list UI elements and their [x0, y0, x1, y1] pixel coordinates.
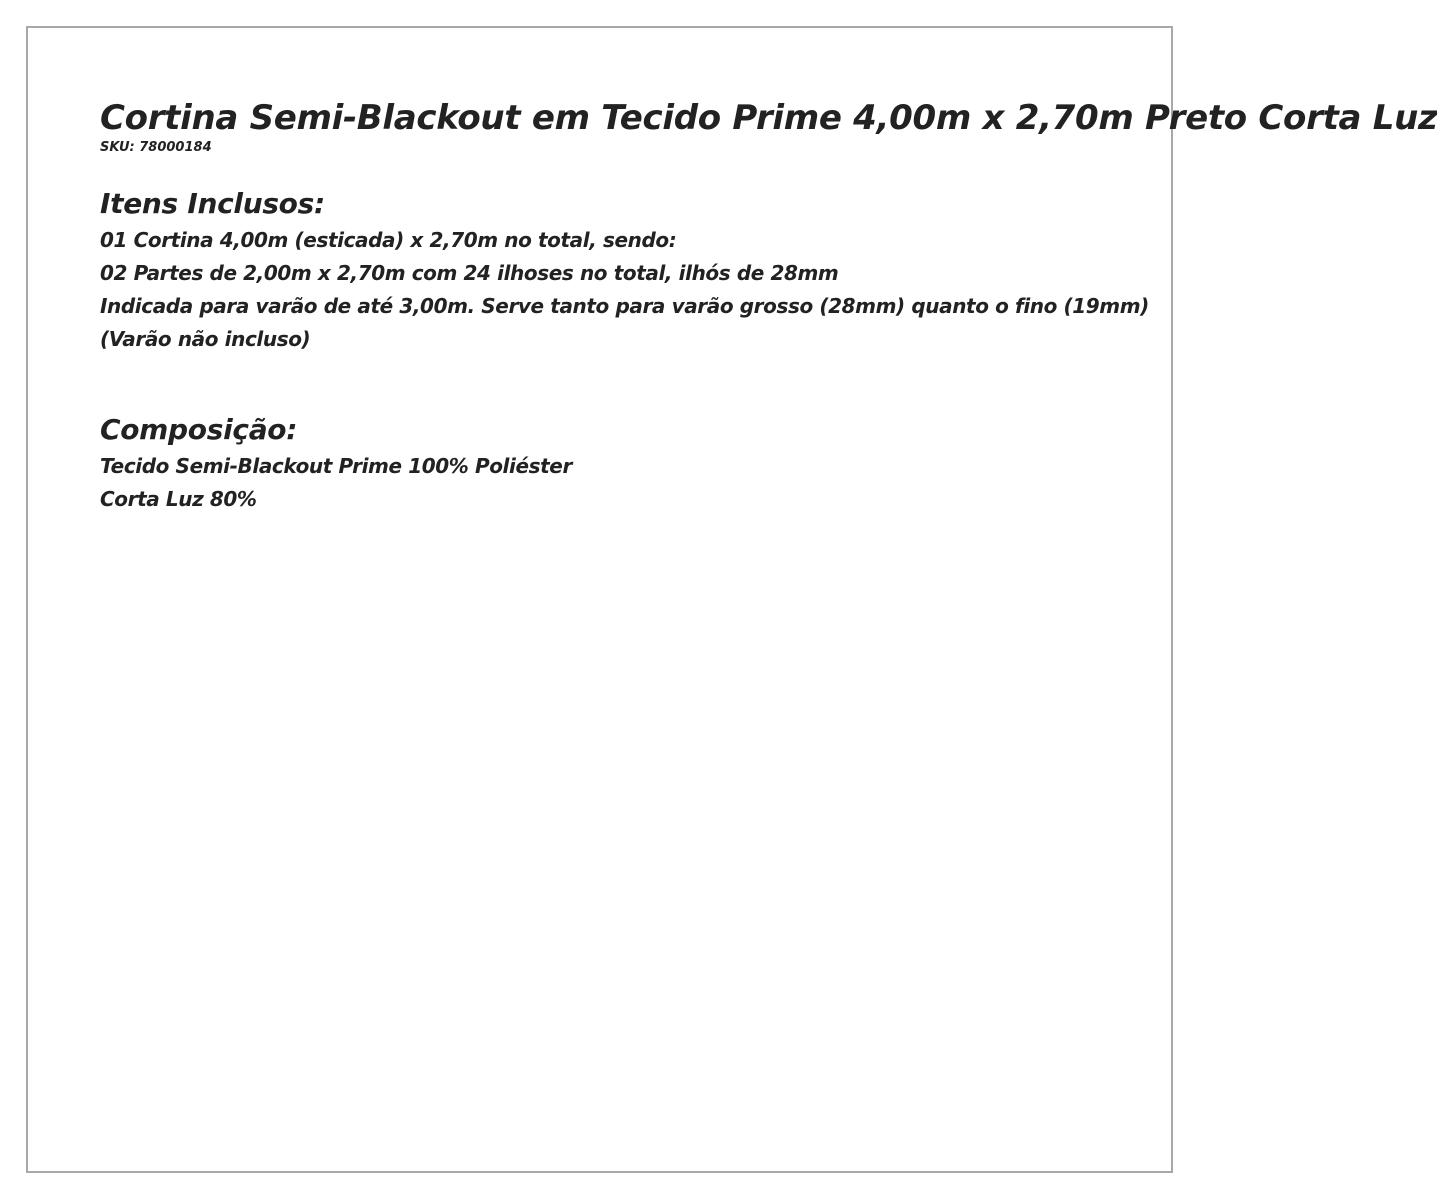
product-title: Cortina Semi-Blackout em Tecido Prime 4,00m x 2,70m Preto Corta Luz [100, 98, 1437, 138]
composition-line: Tecido Semi-Blackout Prime 100% Poliéster [100, 454, 572, 478]
items-included-line: 01 Cortina 4,00m (esticada) x 2,70m no total, sendo: [100, 228, 677, 252]
composition-line: Corta Luz 80% [100, 487, 257, 511]
items-included-heading: Itens Inclusos: [100, 187, 325, 220]
items-included-line: (Varão não incluso) [100, 327, 311, 351]
items-included-line: Indicada para varão de até 3,00m. Serve tanto para varão grosso (28mm) quanto o fino (19mm) [100, 294, 1149, 318]
product-sheet-frame [26, 26, 1437, 1173]
product-sku: SKU: 78000184 [100, 140, 212, 155]
product-sheet-content [100, 96, 1437, 516]
items-included-line: 02 Partes de 2,00m x 2,70m com 24 ilhoses no total, ilhós de 28mm [100, 261, 839, 285]
composition-heading: Composição: [100, 413, 298, 446]
